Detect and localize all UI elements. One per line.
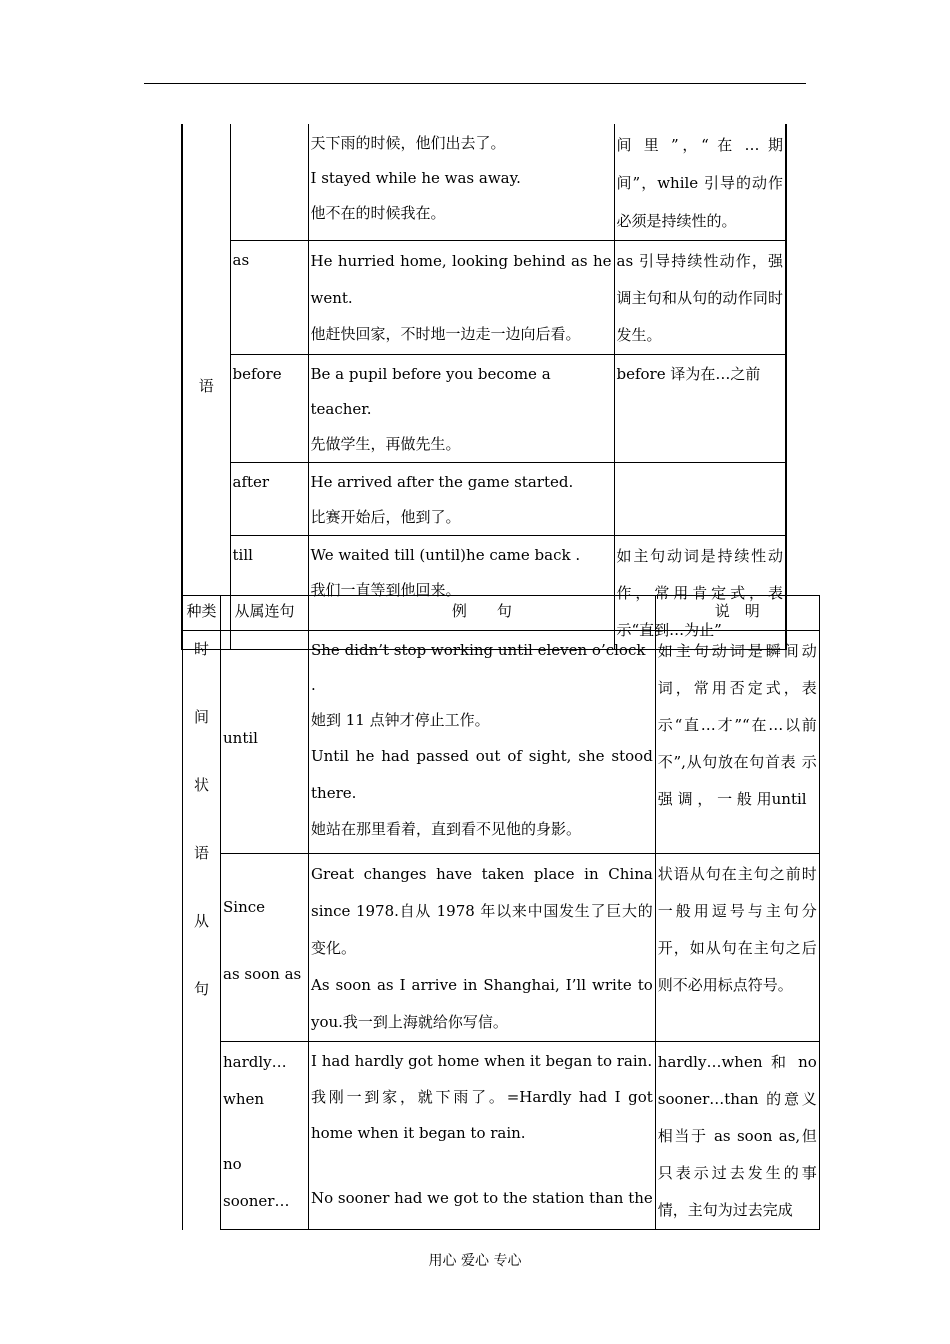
example-line: As soon as I arrive in Shanghai, I’ll write to you.我一到上海就给你写信。 <box>311 976 653 1031</box>
note-cell: 间 里 ”，“ 在 … 期间”，while 引导的动作必须是持续性的。 <box>614 124 786 241</box>
table-row <box>182 124 786 241</box>
example-cell <box>308 463 614 536</box>
table-row <box>182 463 786 536</box>
header-note: 说 明 <box>655 596 819 631</box>
example-cell <box>308 241 614 355</box>
header-conj: 从属连句 <box>221 596 309 631</box>
table-row <box>182 241 786 355</box>
conj-line: hardly… <box>223 1053 287 1071</box>
category-char: 语 <box>193 844 209 862</box>
conj-line: no sooner… <box>223 1155 290 1210</box>
example-line: 她到 11 点钟才停止工作。 <box>311 711 490 729</box>
header-category: 种类 <box>183 596 221 631</box>
conj-cell: as <box>230 241 308 355</box>
conj-cell: before <box>230 355 308 463</box>
header-rule <box>144 83 806 84</box>
table-row <box>183 631 820 854</box>
note-cell: 状语从句在主句之前时一般用逗号与主句分开，如从句在主句之后则不必用标点符号。 <box>655 854 819 1042</box>
example-line: He hurried home, looking behind as he went. <box>310 252 612 307</box>
example-line: Great changes have taken place in China since 1978.自从 1978 年以来中国发生了巨大的变化。 <box>311 865 653 957</box>
category-cell <box>183 631 221 1230</box>
table-row <box>183 854 820 1042</box>
example-line: Until he had passed out of sight, she stood there. <box>311 747 653 802</box>
adverbial-clause-table-continued <box>181 124 787 650</box>
category-cell <box>182 124 230 650</box>
note-cell: 如主句动词是持续性动作，常用肯定式，表示“直到…为止” <box>614 536 786 650</box>
category-char: 句 <box>193 980 209 998</box>
example-line: He arrived after the game started. <box>310 473 574 491</box>
table-header-row <box>183 596 820 631</box>
adverbial-clause-table <box>182 595 820 1230</box>
example-cell <box>309 1042 656 1230</box>
example-line: 他不在的时候我在。 <box>310 204 446 222</box>
category-char: 语 <box>198 377 214 395</box>
example-line: No sooner had we got to the station than the <box>311 1189 653 1207</box>
note-cell: before 译为在…之前 <box>614 355 786 463</box>
conj-cell: after <box>230 463 308 536</box>
example-cell <box>309 854 656 1042</box>
category-char: 从 <box>193 912 209 930</box>
example-line: 天下雨的时候，他们出去了。 <box>310 134 506 152</box>
conj-cell <box>221 854 309 1042</box>
page-footer: 用心 爱心 专心 <box>428 1253 522 1269</box>
conj-cell: until <box>221 631 309 854</box>
example-line: I stayed while he was away. <box>310 169 521 187</box>
category-char: 状 <box>193 776 209 794</box>
example-line: 她站在那里看着，直到看不见他的身影。 <box>311 820 582 838</box>
conj-line: Since <box>223 898 266 916</box>
example-line: Be a pupil before you become a teacher. <box>310 365 551 418</box>
note-cell: 如主句动词是瞬间动词，常用否定式，表示“直…才”“在…以前不”,从句放在句首表 示 强 调 ， 一 般 用until <box>655 631 819 854</box>
conj-cell <box>221 1042 309 1230</box>
example-cell <box>308 355 614 463</box>
note-cell: hardly…when 和 no sooner…than 的意义相当于 as soon as,但只表示过去发生的事情，主句为过去完成 <box>655 1042 819 1230</box>
note-cell: as 引导持续性动作，强调主句和从句的动作同时发生。 <box>614 241 786 355</box>
example-line: We waited till (until)he came back . <box>310 546 581 564</box>
conj-line: as soon as <box>223 965 302 983</box>
table-row <box>183 1042 820 1230</box>
category-char: 间 <box>193 708 209 726</box>
example-line: 我刚一到家，就下雨了。=Hardly had I got home when it began to rain. <box>311 1088 653 1142</box>
header-example: 例 句 <box>309 596 656 631</box>
conj-line: when <box>223 1090 265 1108</box>
note-cell <box>614 463 786 536</box>
example-line: She didn’t stop working until eleven o’clock . <box>311 641 646 694</box>
example-line: 比赛开始后，他到了。 <box>310 508 461 526</box>
conj-cell: till <box>230 536 308 650</box>
table-row <box>182 355 786 463</box>
example-cell <box>309 631 656 854</box>
example-line: 他赶快回家，不时地一边走一边向后看。 <box>310 325 581 343</box>
example-line: 先做学生，再做先生。 <box>310 435 461 453</box>
example-cell <box>308 124 614 241</box>
example-line: 我们一直等到他回来。 <box>310 581 461 599</box>
conj-cell <box>230 124 308 241</box>
example-line: I had hardly got home when it began to rain. <box>311 1052 653 1070</box>
category-char: 时 <box>193 640 209 658</box>
